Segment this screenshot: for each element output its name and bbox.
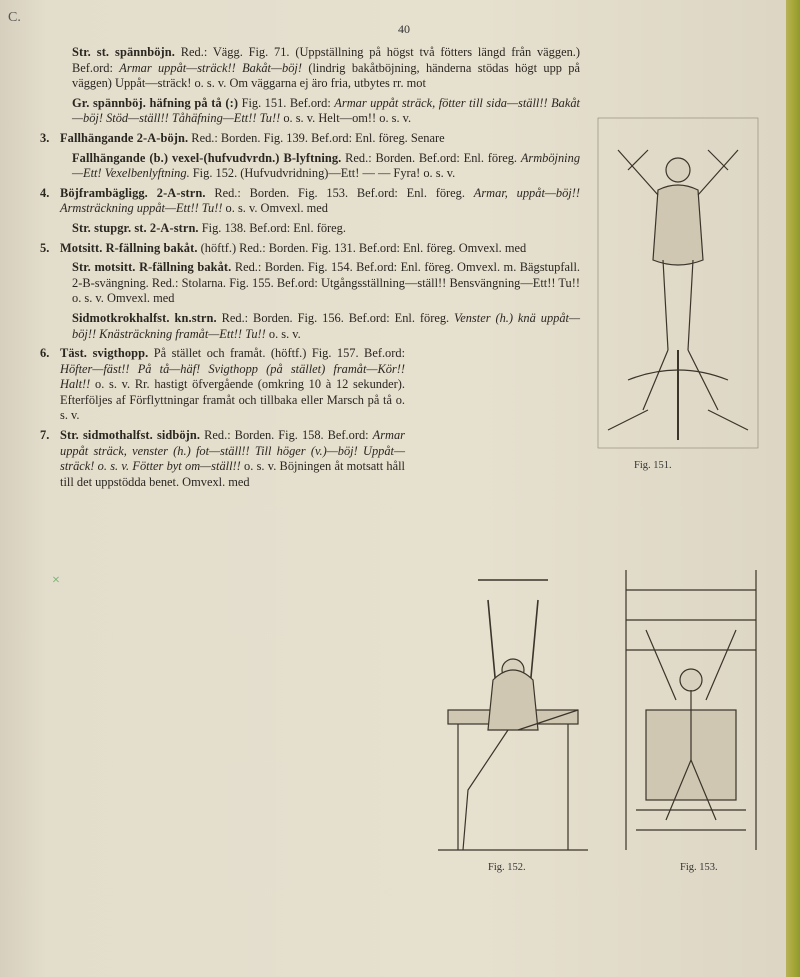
entry-number: 7. bbox=[40, 428, 50, 443]
pencil-mark: × bbox=[52, 573, 60, 588]
exercise-text: (lindrig bakåtböjning, händerna stödas högt upp på väggen) Uppåt—sträck! o. s. v. Om väggarna ej äro fria, utbytes rr. mot bbox=[72, 60, 580, 91]
command-text: Armar uppåt sträck, fötter till sida—ställ!! Bakåt—böj! Stöd—ställ!! Tåhäfning—Ett!! Tu!! bbox=[72, 95, 580, 126]
exercise-entry bbox=[60, 45, 580, 92]
exercise-text: Red.: Vägg. Fig. 71. (Uppställning på högst två fötters längd från väggen.) Bef.ord: bbox=[72, 45, 580, 75]
exercise-text: Red.: Borden. Bef.ord: Enl. föreg. bbox=[341, 150, 521, 165]
page-number: 40 bbox=[398, 22, 410, 36]
exercise-text: Red.: Borden. Fig. 158. Bef.ord: bbox=[200, 428, 373, 443]
command-text: Armar uppåt—sträck!! Bakåt—böj! bbox=[119, 60, 302, 75]
exercise-heading: Täst. svigthopp. bbox=[60, 346, 149, 361]
caption-fig-153: Fig. 153. bbox=[680, 862, 718, 873]
exercise-heading: Fallhängande (b.) vexel-(hufvudvrdn.) B-lyftning. bbox=[72, 150, 342, 165]
exercise-entry bbox=[40, 240, 580, 257]
exercise-heading: Str. st. spännböjn. bbox=[72, 45, 175, 59]
exercise-entry bbox=[60, 221, 580, 237]
corner-mark: C. bbox=[8, 10, 21, 25]
exercise-heading: Str. stupgr. st. 2-A-strn. bbox=[72, 220, 199, 235]
exercise-heading: Motsitt. R-fällning bakåt. bbox=[60, 240, 198, 255]
figure-151-illustration bbox=[588, 110, 768, 460]
figure-152-illustration bbox=[428, 560, 598, 860]
exercise-entry bbox=[40, 130, 580, 147]
entry-number: 3. bbox=[40, 130, 50, 145]
caption-fig-152: Fig. 152. bbox=[488, 862, 526, 873]
exercise-text: Red.: Borden. Fig. 153. Bef.ord: Enl. föreg. bbox=[205, 185, 474, 200]
page-edge-strip bbox=[786, 0, 800, 977]
exercise-text: o. s. v. Böjningen åt motsatt håll till det uppstödda benet. Omvexl. med bbox=[60, 459, 405, 489]
command-text: Venster (h.) knä uppåt—böj!! Knästräckning framåt—Ett!! Tu!! bbox=[72, 310, 581, 341]
exercise-heading: Str. motsitt. R-fällning bakåt. bbox=[72, 260, 232, 275]
exercise-text: På stället och framåt. (höftf.) Fig. 157. Bef.ord: bbox=[148, 346, 406, 361]
exercise-entry bbox=[60, 151, 580, 182]
exercise-entry bbox=[40, 185, 580, 217]
exercise-text: Red.: Borden. Fig. 139. Bef.ord: Enl. föreg. Senare bbox=[188, 130, 445, 145]
text-column bbox=[40, 45, 581, 494]
command-text: Armar uppåt sträck, venster (h.) fot—ställ!! Till höger (v.)—böj! Uppåt—sträck! o. s. v. Fötter byt om—ställ!! bbox=[60, 428, 405, 474]
exercise-text: Fig. 151. Bef.ord: bbox=[238, 95, 335, 110]
exercise-heading: Böjframbägligg. 2-A-strn. bbox=[60, 185, 206, 200]
exercise-heading: Fallhängande 2-A-böjn. bbox=[60, 130, 189, 145]
exercise-heading: Sidmotkrokhalfst. kn.strn. bbox=[72, 310, 217, 325]
exercise-entry bbox=[60, 96, 580, 127]
command-text: Armböjning—Ett! Vexelbenlyftning. bbox=[72, 150, 581, 181]
exercise-text: o. s. v. Rr. hastigt öfvergående (omkring 10 à 12 sekunder). Efterföljes af Förflyttningar framåt och tillbaka eller Marsch på tå o. s. v. bbox=[60, 377, 405, 423]
exercise-text: (höftf.) Red.: Borden. Fig. 131. Bef.ord: Enl. föreg. Omvexl. med bbox=[197, 240, 527, 255]
exercise-text: Fig. 138. Bef.ord: Enl. föreg. bbox=[198, 220, 346, 235]
exercise-entry bbox=[40, 346, 406, 424]
exercise-text: Fig. 152. (Hufvudvridning)—Ett! — — Fyra! o. s. v. bbox=[189, 166, 456, 181]
exercise-heading: Str. sidmothalfst. sidböjn. bbox=[60, 428, 201, 443]
entry-number: 5. bbox=[40, 240, 50, 255]
exercise-text: Red.: Borden. Fig. 156. Bef.ord: Enl. föreg. bbox=[216, 310, 455, 325]
exercise-text: o. s. v. Helt—om!! o. s. v. bbox=[280, 111, 412, 126]
command-text: Höfter—fäst!! På tå—häf! Svigthopp (på stället) framåt—Kör!! Halt!! bbox=[60, 361, 405, 392]
command-text: Armar, uppåt—böj!! Armsträckning uppåt—Ett!! Tu!! bbox=[60, 185, 580, 216]
exercise-entry bbox=[60, 311, 580, 342]
figure-153-illustration bbox=[606, 560, 776, 860]
exercise-entry bbox=[60, 260, 580, 307]
exercise-heading: Gr. spännböj. häfning på tå (:) bbox=[72, 95, 239, 110]
exercise-text: Red.: Borden. Fig. 154. Bef.ord: Enl. föreg. Omvexl. m. bbox=[231, 260, 520, 275]
caption-fig-151: Fig. 151. bbox=[634, 460, 672, 471]
exercise-text: Bägstupfall. 2-B-svängning. Red.: Stolarna. Fig. 155. Bef.ord: Utgångsställning—ställ!! Bensvängning—Ett!! Tu!! o. s. v. Omvexl. med bbox=[72, 260, 580, 306]
exercise-text: o. s. v. bbox=[265, 326, 301, 341]
exercise-text: o. s. v. Omvexl. med bbox=[222, 201, 328, 216]
exercise-entry bbox=[40, 428, 405, 490]
entry-number: 6. bbox=[40, 346, 50, 361]
entry-number: 4. bbox=[40, 185, 50, 200]
